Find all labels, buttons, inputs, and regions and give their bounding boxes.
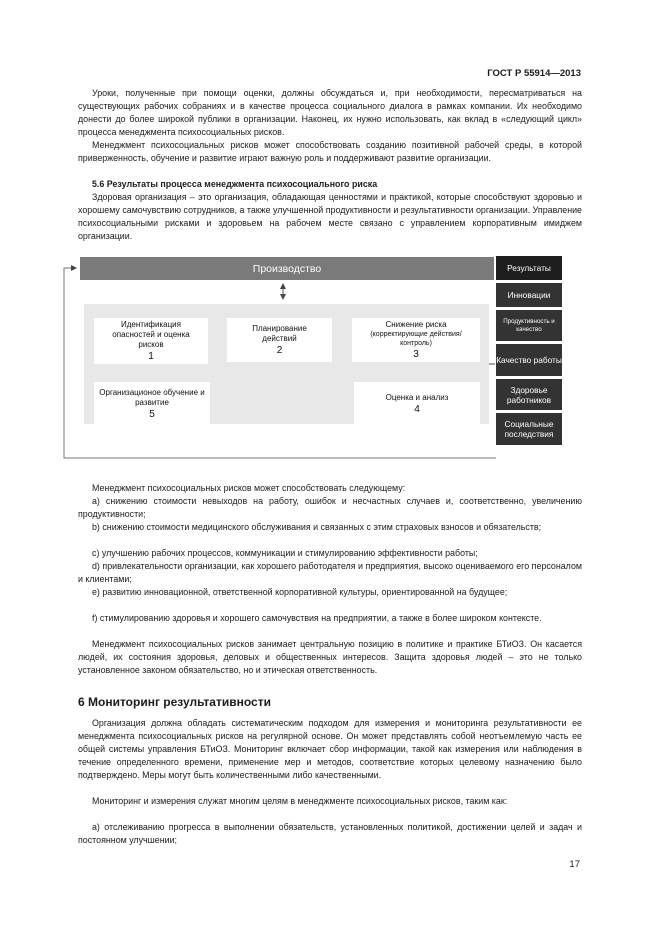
- result-box: Продуктивность и качество: [496, 310, 562, 341]
- result-box: Инновации: [496, 283, 562, 307]
- process-box-risk-reduction: [352, 318, 480, 362]
- page-number: 17: [569, 859, 580, 870]
- paragraph: Менеджмент психосоциальных рисков занимает центральную позицию в политике и практике БТиОЗ. Он касается людей, их состояния здоровья, деловых и общественных интересов. Защита здоровья людей – это не только установленное законом обязательство, но и этическая ответственность.: [78, 639, 582, 676]
- risk-management-diagram: [62, 252, 564, 464]
- list-item: a) снижению стоимости невыходов на работу, ошибок и несчастных случаев и, соответственно, увеличению продуктивности;: [78, 496, 582, 520]
- paragraph: Уроки, полученные при помощи оценки, должны обсуждаться и, при необходимости, пересматриваться на существующих рабочих собраниях и в качестве процесса социального диалога в рамках компании. Их необходимо донести до более широкой публики в организации. Наконец, их нужно использовать, как вклад в «следующий цикл» процесса менеджмента психосоциальных рисков.: [78, 88, 582, 138]
- section-6-title: 6 Мониторинг результативности: [78, 695, 271, 709]
- box-number: 4: [414, 404, 420, 415]
- box-number: 2: [276, 345, 283, 356]
- process-box-identification: [94, 318, 208, 364]
- process-box-evaluation: [354, 382, 480, 426]
- paragraph: Менеджмент психосоциальных рисков может способствовать созданию позитивной рабочей среды, в которой приверженность, обучение и развитие играют важную роль и поддерживают развитие организации.: [78, 140, 582, 164]
- paragraph: Менеджмент психосоциальных рисков может способствовать следующему:: [92, 483, 406, 493]
- box-sublabel: (корректирующие действия/контроль): [370, 331, 462, 347]
- list-item: b) снижению стоимости медицинского обслуживания и связанных с этим страховых взносов и обязательств;: [92, 522, 542, 532]
- box-label: Снижение риска: [385, 320, 447, 329]
- paragraph: Мониторинг и измерения служат многим целям в менеджменте психосоциальных рисков, таким как:: [92, 796, 508, 806]
- box-label: Оценка и анализ: [385, 393, 449, 402]
- box-label: Идентификация опасностей и оценка рисков: [112, 320, 190, 349]
- result-box: Здоровье работников: [496, 379, 562, 410]
- process-box-learning: [94, 382, 210, 426]
- section-5-6-title: 5.6 Результаты процесса менеджмента психосоциального риска: [92, 179, 378, 189]
- result-box: Результаты: [496, 256, 562, 280]
- paragraph: Здоровая организация – это организация, обладающая ценностями и практикой, которые способствуют здоровью и хорошему самочувствию сотрудников, а также улучшенной продуктивности и результативности организации. Управление психосоциальными рисками и здоровьем на рабочем месте связано с управлением корпоративным имиджем организации.: [78, 192, 582, 242]
- box-number: 3: [413, 349, 419, 360]
- standard-header: ГОСТ Р 55914—2013: [487, 68, 581, 79]
- list-item: f) стимулированию здоровья и хорошего самочувствия на предприятии, а также в более широком контексте.: [92, 613, 542, 623]
- list-item: c) улучшению рабочих процессов, коммуникации и стимулированию эффективности работы;: [92, 548, 478, 558]
- list-item: d) привлекательности организации, как хорошего работодателя и предприятия, высоко оцениваемого его персоналом и клиентами;: [78, 561, 582, 585]
- process-box-planning: [227, 318, 332, 362]
- result-box: Социальные последствия: [496, 413, 562, 445]
- box-label: Организационое обучение и развитие: [99, 388, 205, 407]
- production-bar: Производство: [80, 257, 494, 280]
- result-box: Качество работы: [496, 344, 562, 376]
- box-label: Планирование действий: [252, 324, 307, 343]
- paragraph: Организация должна обладать систематическим подходом для измерения и мониторинга результативности ее менеджмента психосоциальных рисков на регулярной основе. Он может представлять собой неотъемлемую часть ее общей системы управления БТиОЗ. Мониторинг включает сбор информации, такой как измерения или наблюдения в течение определенного времени, применение мер и методов, соответствие которых целевому назначению было подтверждено. Меры могут быть количественными либо качественными.: [78, 718, 582, 781]
- list-item: a) отслеживанию прогресса в выполнении обязательств, установленных политикой, достижении целей и задач и постоянном улучшении;: [78, 822, 582, 846]
- box-number: 5: [149, 409, 155, 420]
- box-number: 1: [148, 351, 154, 362]
- list-item: e) развитию инновационной, ответственной корпоративной культуры, ориентированной на будущее;: [92, 587, 508, 597]
